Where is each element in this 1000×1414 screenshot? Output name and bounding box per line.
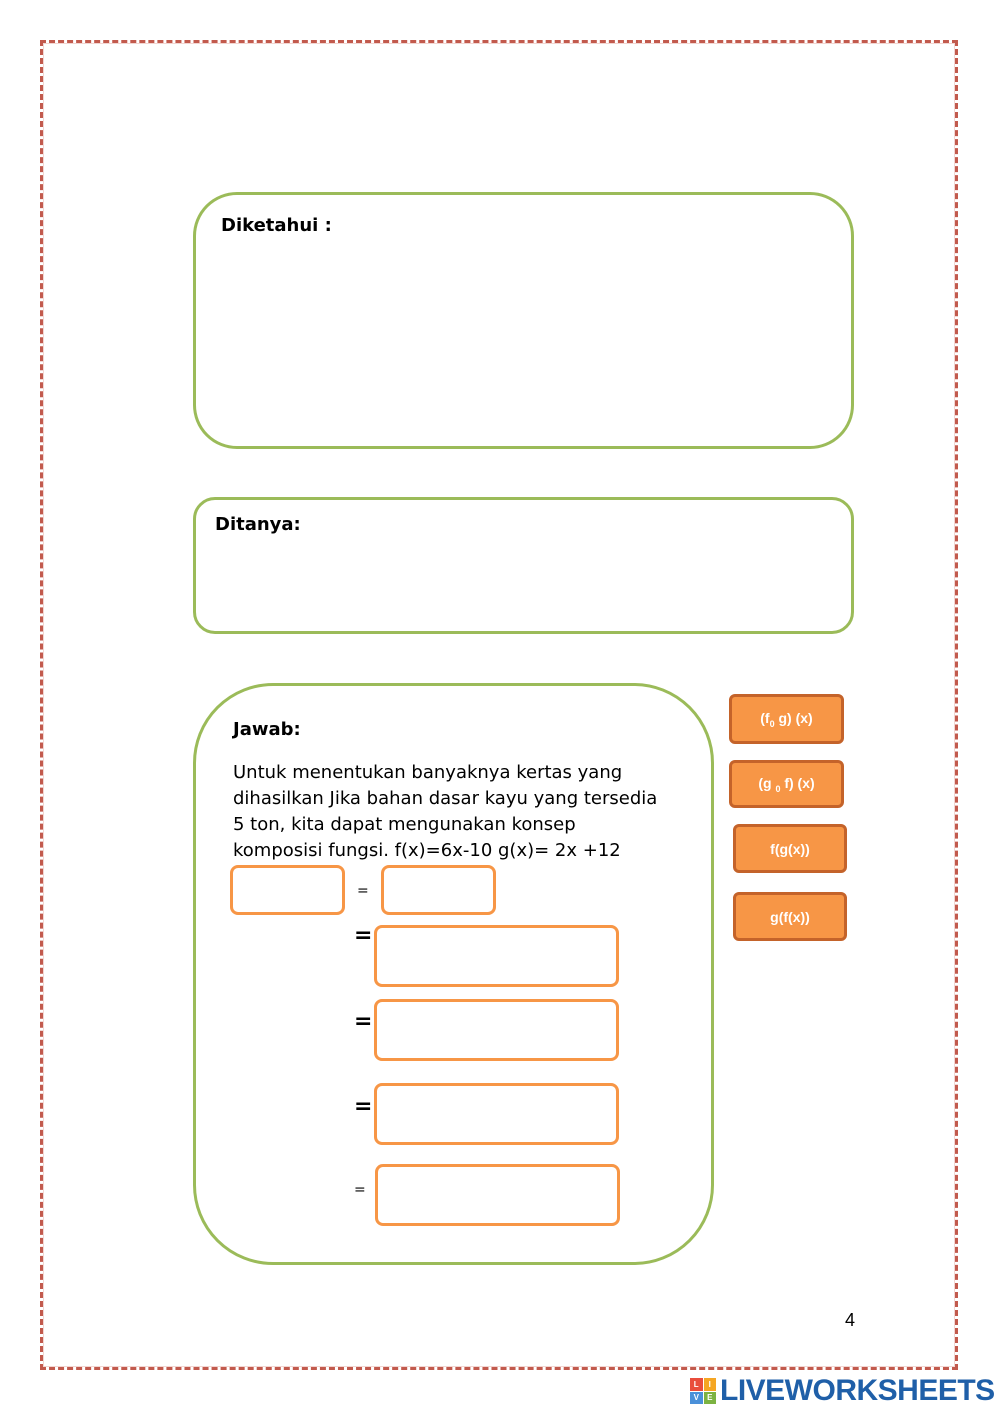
answer-box-5[interactable]: [375, 1164, 620, 1226]
answer-box-4[interactable]: [374, 1083, 619, 1145]
option-label: f(g(x)): [770, 840, 810, 857]
known-heading: Diketahui :: [221, 215, 332, 236]
liveworksheets-logo-icon: L I V E: [690, 1378, 716, 1404]
option-label: ($f_0$ g) (x): [760, 709, 813, 729]
problem-line: komposisi fungsi. f(x)=6x-10 g(x)= 2x +12: [233, 840, 621, 861]
answer-box-2[interactable]: [374, 925, 619, 987]
page-number: 4: [845, 1310, 856, 1330]
equals-sign: =: [357, 883, 369, 899]
answer-box-3[interactable]: [374, 999, 619, 1061]
problem-line: 5 ton, kita dapat mengunakan konsep: [233, 814, 576, 835]
equals-sign: =: [354, 1094, 373, 1119]
brand: [690, 1374, 995, 1408]
equals-sign: =: [354, 1009, 373, 1034]
problem-line: dihasilkan Jika bahan dasar kayu yang tersedia: [233, 788, 658, 809]
option-f-compose-g[interactable]: [729, 694, 844, 744]
answer-heading: Jawab:: [233, 719, 301, 740]
option-label: g(f(x)): [770, 908, 810, 925]
equals-sign: =: [354, 1182, 366, 1198]
brand-text: LIVEWORKSHEETS: [720, 1374, 995, 1407]
option-g-of-f[interactable]: [733, 892, 847, 941]
problem-line: Untuk menentukan banyaknya kertas yang: [233, 762, 623, 783]
composition-drop-box[interactable]: [230, 865, 345, 915]
answer-box-1[interactable]: [381, 865, 496, 915]
equals-sign: =: [354, 923, 373, 948]
option-label: (g $_0$ f) (x): [758, 774, 815, 794]
asked-heading: Ditanya:: [215, 514, 301, 535]
problem-statement: [233, 760, 693, 864]
option-g-compose-f[interactable]: [729, 760, 844, 808]
option-f-of-g[interactable]: [733, 824, 847, 873]
